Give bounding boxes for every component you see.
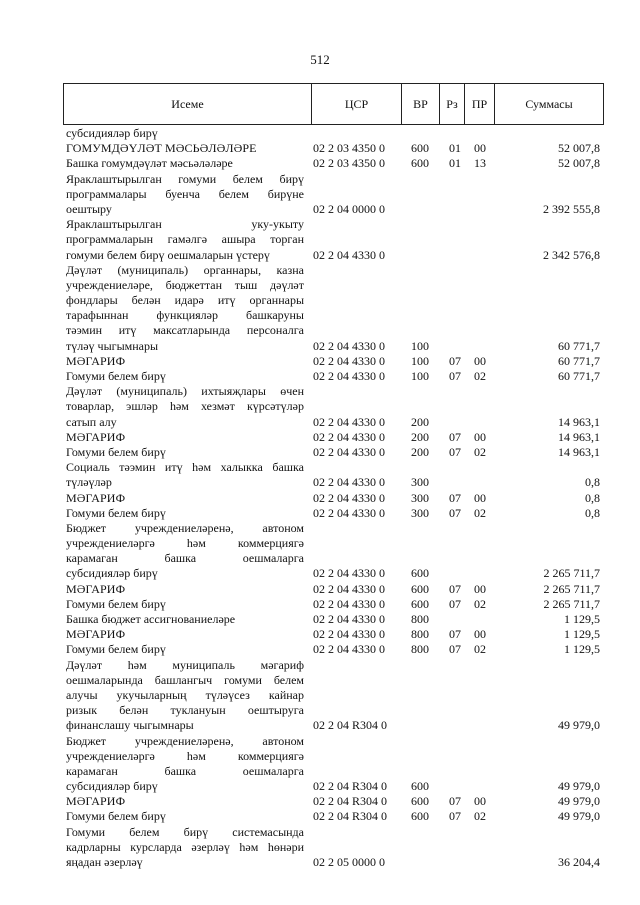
row-sum: 60 771,7 [558,338,600,353]
row-pr: 02 [474,809,486,824]
row-vr: 800 [411,627,429,642]
row-vr: 100 [411,338,429,353]
row-name-line: финанслашу чыгымнары [66,718,194,733]
row-rz: 07 [449,353,461,368]
row-sum: 60 771,7 [558,353,600,368]
table-row [66,809,600,824]
row-name-line: Бюджет учреждениеләренә, автоном [66,520,304,535]
row-name-line: Дәүләт (муниципаль) органнары, казна [66,262,304,277]
row-rz: 07 [449,596,461,611]
row-sum: 2 265 711,7 [543,596,600,611]
table-row [66,445,600,460]
row-rz: 07 [449,809,461,824]
row-name-line: субсидияләр бирү [66,126,158,140]
row-name-line: Башка гомумдәүләт мәсьәләләре [66,156,233,171]
row-vr: 600 [411,596,429,611]
row-sum: 52 007,8 [558,141,600,156]
row-pr: 02 [474,505,486,520]
row-name-line: түләү чыгымнары [66,338,159,353]
table-row [66,217,600,263]
table-row [66,141,600,156]
table-row [66,642,600,657]
row-rz: 07 [449,581,461,596]
row-name-line: Гомуми белем бирү [66,642,166,657]
row-csr: 02 2 03 4350 0 [313,156,385,171]
row-csr: 02 2 04 R304 0 [313,794,388,809]
row-vr: 200 [411,429,429,444]
header-csr: ЦСР [311,84,401,124]
row-name-line: Бюджет учреждениеләренә, автоном [66,733,304,748]
row-name-line: МӘГАРИФ [66,794,126,809]
row-sum: 14 963,1 [558,444,600,459]
row-rz: 07 [449,444,461,459]
row-name-line: программаларын гамәлгә ашыра торган [66,232,304,247]
page-number: 512 [310,52,330,67]
row-rz: 07 [449,490,461,505]
row-csr: 02 2 04 4330 0 [313,627,385,642]
row-sum: 0,8 [585,490,600,505]
row-sum: 2 342 576,8 [543,247,600,262]
row-sum: 1 129,5 [564,642,600,657]
row-csr: 02 2 04 4330 0 [313,429,385,444]
row-csr: 02 2 04 4330 0 [313,369,385,383]
table-header [63,83,604,125]
row-rz: 07 [449,627,461,642]
row-vr: 600 [411,581,429,596]
table-row [66,506,600,521]
row-name-line: учреждениеләргә һәм коммерциягә [66,536,304,551]
row-name-line: Гомуми белем бирү [66,505,166,520]
row-name-line: яңадан әзерләү [66,855,143,869]
row-name-line: гомуми белем бирү оешмаларын үстерү [66,247,270,262]
header-pr: ПР [464,84,494,124]
row-csr: 02 2 04 4330 0 [313,596,385,611]
row-csr: 02 2 04 4330 0 [313,566,385,581]
row-name-line: Гомуми белем бирү [66,596,166,611]
row-name-line: ризык белән туклануын оештыруга [66,703,304,718]
row-pr: 00 [474,794,486,809]
row-csr: 02 2 04 4330 0 [313,353,385,368]
row-name-line: оештыру [66,201,112,216]
row-csr: 02 2 04 R304 0 [313,809,388,824]
row-name-line: сатып алу [66,414,117,429]
row-vr: 600 [411,141,429,156]
row-pr: 00 [474,627,486,642]
table-row [66,263,600,354]
row-vr: 600 [411,809,429,824]
row-name-line: товарлар, эшләр һәм хезмәт күрсәтүләр [66,399,304,414]
row-sum: 14 963,1 [558,429,600,444]
row-sum: 14 963,1 [558,414,600,429]
row-name-line: фондлары белән идарә итү органнары [66,293,304,308]
table-row [66,658,600,734]
table-row [66,384,600,430]
row-csr: 02 2 04 4330 0 [313,642,385,657]
row-sum: 49 979,0 [558,809,600,824]
table-row [66,627,600,642]
row-name-line: программалары буенча белем бирүне [66,186,304,201]
row-csr: 02 2 04 4330 0 [313,505,385,520]
row-name-line: субсидияләр бирү [66,779,158,794]
row-csr: 02 2 04 4330 0 [313,612,385,626]
row-name-line: Гомуми белем бирү системасында [66,824,304,839]
row-vr: 600 [411,794,429,809]
row-csr: 02 2 03 4350 0 [313,141,385,156]
row-name-line: субсидияләр бирү [66,566,158,581]
row-name-line: Башка бюджет ассигнованиеләре [66,612,236,626]
table-body [66,126,600,870]
row-name-line: кадрларны курсларда әзерләү һәм һөнәри [66,839,304,854]
table-row [66,460,600,490]
row-rz: 01 [449,141,461,156]
table-row [66,612,600,627]
row-name-line: алучы укучыларның түләүсез кайнар [66,687,304,702]
row-csr: 02 2 04 4330 0 [313,490,385,505]
row-rz: 07 [449,794,461,809]
row-pr: 02 [474,642,486,657]
row-vr: 600 [411,156,429,171]
row-sum: 1 129,5 [564,612,600,626]
table-row [66,597,600,612]
row-csr: 02 2 04 R304 0 [313,779,388,794]
row-vr: 300 [411,490,429,505]
row-vr: 800 [411,612,429,626]
row-pr: 00 [474,429,486,444]
row-sum: 0,8 [585,475,600,490]
row-pr: 00 [474,141,486,156]
row-pr: 00 [474,581,486,596]
row-sum: 49 979,0 [558,779,600,794]
row-vr: 300 [411,475,429,490]
row-csr: 02 2 04 0000 0 [313,201,385,216]
row-rz: 01 [449,156,461,171]
row-pr: 02 [474,369,486,383]
row-name-line: Гомуми белем бирү [66,444,166,459]
row-name-line: МӘГАРИФ [66,490,126,505]
header-sum: Суммасы [494,84,603,124]
row-vr: 100 [411,353,429,368]
table-row [66,825,600,871]
row-name-line: учреждениеләре, бюджеттан тыш дәүләт [66,277,304,292]
row-pr: 02 [474,596,486,611]
header-vr: ВР [401,84,439,124]
row-sum: 49 979,0 [558,794,600,809]
row-sum: 2 265 711,7 [543,566,600,581]
row-csr: 02 2 04 4330 0 [313,581,385,596]
row-name-line: карамаган башка оешмаларга [66,551,304,566]
row-name-line: Гомуми белем бирү [66,809,166,824]
row-name-line: учреждениеләргә һәм коммерциягә [66,748,304,763]
row-name-line: тәэмин итү максатларында персоналга [66,323,304,338]
row-csr: 02 2 05 0000 0 [313,855,385,869]
row-name-line: МӘГАРИФ [66,581,126,596]
row-rz: 07 [449,429,461,444]
row-name-line: МӘГАРИФ [66,627,126,642]
row-vr: 800 [411,642,429,657]
table-row [66,491,600,506]
row-sum: 2 392 555,8 [543,201,600,216]
row-sum: 52 007,8 [558,156,600,171]
row-name-line: түләүләр [66,475,112,490]
row-vr: 600 [411,566,429,581]
row-name-line: Яраклаштырылган гомуми белем бирү [66,171,304,186]
row-sum: 0,8 [585,505,600,520]
header-rz: Рз [439,84,464,124]
table-row [66,430,600,445]
row-csr: 02 2 04 4330 0 [313,414,385,429]
row-rz: 07 [449,369,461,383]
row-name-line: Гомуми белем бирү [66,369,166,383]
row-csr: 02 2 04 4330 0 [313,475,385,490]
row-pr: 13 [474,156,486,171]
row-name-line: Дәүләт (муниципаль) ихтыяҗлары өчен [66,384,304,399]
table-row [66,354,600,369]
row-csr: 02 2 04 4330 0 [313,338,385,353]
row-sum: 1 129,5 [564,627,600,642]
row-vr: 600 [411,779,429,794]
table-row [66,794,600,809]
row-vr: 100 [411,369,429,383]
row-csr: 02 2 04 R304 0 [313,718,388,733]
row-rz: 07 [449,642,461,657]
row-name-line: МӘГАРИФ [66,429,126,444]
header-name: Исеме [171,97,204,111]
row-name-line: тарафыннан функцияләр башкаруны [66,308,304,323]
row-csr: 02 2 04 4330 0 [313,444,385,459]
row-name-line: Яраклаштырылган уку-укыту [66,217,304,232]
row-rz: 07 [449,505,461,520]
table-row [66,734,600,795]
row-name-line: оешмаларында башлангыч гомуми белем [66,672,304,687]
row-vr: 300 [411,505,429,520]
row-pr: 02 [474,444,486,459]
row-name-line: МӘГАРИФ [66,353,126,368]
row-csr: 02 2 04 4330 0 [313,247,385,262]
table-row [66,582,600,597]
table-row [66,156,600,171]
row-sum: 36 204,4 [558,855,600,869]
row-pr: 00 [474,490,486,505]
row-vr: 200 [411,414,429,429]
row-name-line: ГОМУМДӘҮЛӘТ МӘСЬӘЛӘЛӘРЕ [66,141,257,156]
row-name-line: Социаль тәэмин итү һәм халыкка башка [66,460,304,475]
row-sum: 49 979,0 [558,718,600,733]
row-name-line: Дәүләт һәм муниципаль мәгариф [66,657,304,672]
table-row [66,126,600,141]
row-vr: 200 [411,444,429,459]
table-row [66,369,600,384]
row-sum: 60 771,7 [558,369,600,383]
row-sum: 2 265 711,7 [543,581,600,596]
row-pr: 00 [474,353,486,368]
row-name-line: карамаган башка оешмаларга [66,763,304,778]
table-row [66,172,600,218]
table-row [66,521,600,582]
